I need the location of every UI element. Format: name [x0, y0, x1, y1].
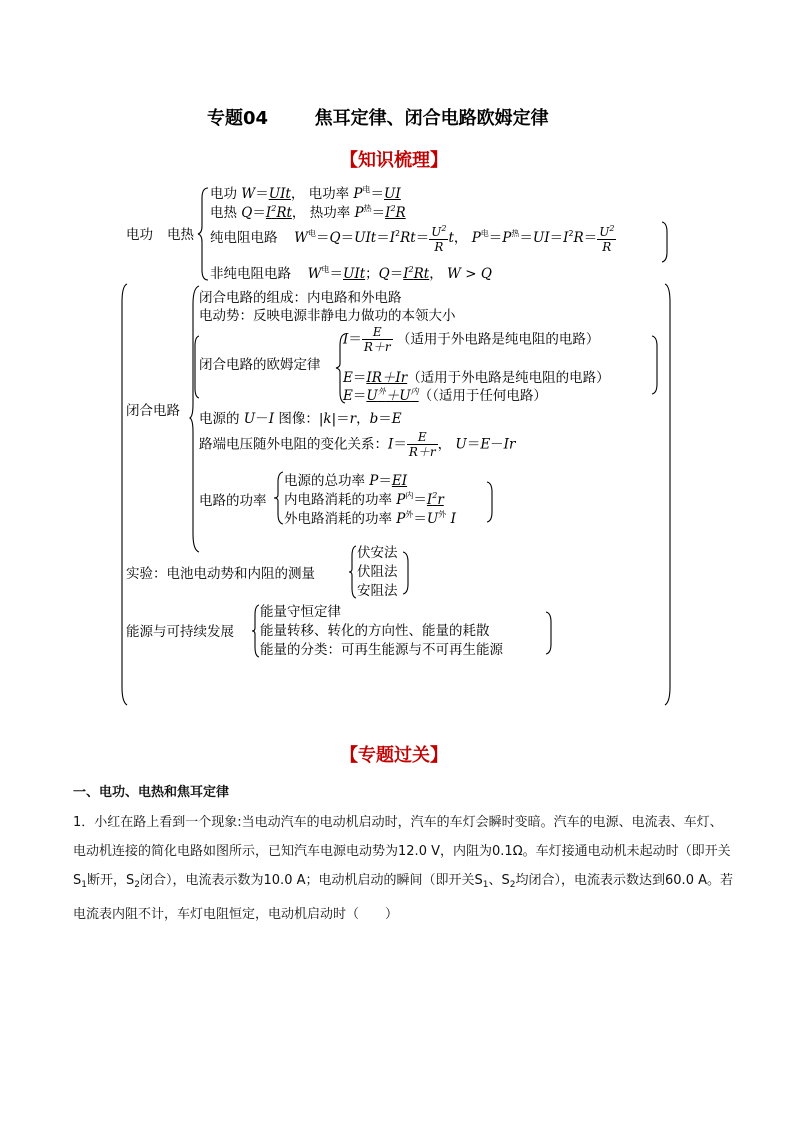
q1-s2-sub-b: 2 — [509, 880, 516, 890]
label-nonpure-resistance: 非纯电阻电路 — [210, 266, 291, 282]
ohm-formula-b-note: （适用于外电路是纯电阻的电路） — [407, 370, 610, 386]
tree-root-work-heat — [126, 223, 194, 243]
q1-text-a: 小红在路上看到一个现象:当电动汽车的电动机启动时，汽车的车灯会瞬时变暗。汽车的电源、电流表、车灯、电动机连接的简化电路如图所示，已知汽车电源电动势为 — [73, 815, 723, 859]
ohm-formula-c: $E=U^外+U^内$（（适用于任何电路） — [343, 387, 547, 404]
ohm-formula-a-note: （适用于外电路是纯电阻的电路） — [396, 331, 600, 348]
label-pure-resistance: 纯电阻电路 — [210, 230, 278, 246]
section-exercises-heading: 【专题过关】 — [340, 745, 448, 766]
q1-text-d: 断开，S — [87, 873, 135, 888]
label-heat-power: 热功率 — [309, 205, 351, 221]
row-electric-work: 电功 W＝UIt， 电功率 $P^电=UI$ — [210, 185, 401, 202]
terminal-voltage-label: 路端电压随外电阻的变化关系： — [199, 436, 388, 453]
label-electric-heat: 电热 — [210, 205, 237, 221]
q1-text-b: ，内阻为 — [440, 844, 493, 859]
row-nonpure-resistance: 非纯电阻电路 $W^电=UIt$；$Q=I^2Rt$， W > Q — [210, 265, 492, 282]
power-total: 电源的总功率 P＝EI — [284, 473, 408, 489]
brace-pure-right — [662, 220, 670, 264]
title-prefix: 专题04 — [207, 108, 269, 129]
brace-outer-left — [118, 282, 128, 707]
root-work: 电功 — [126, 227, 153, 243]
q1-current-2: 60.0 A — [665, 873, 707, 888]
exp-voltammetry: 伏安法 — [357, 545, 398, 561]
closed-composition: 闭合电路的组成：内电路和外电路 — [199, 290, 402, 306]
ohm-formula-c-note: （适用于任何电路） — [432, 388, 547, 404]
q1-text-f: ；电动机启动的瞬间（即开关S — [305, 873, 483, 888]
energy-conservation: 能量守恒定律 — [260, 604, 341, 620]
brace-ohm-right — [652, 334, 660, 396]
q1-s1-sub: 1 — [81, 880, 87, 890]
power-external: 外电路消耗的功率 $P^外=U^外$ I — [284, 510, 456, 527]
exp-volt-resistance: 伏阻法 — [357, 564, 398, 580]
tree-closed-circuit: 闭合电路 — [126, 403, 180, 419]
brace-work-heat — [198, 186, 210, 282]
exp-amp-resistance: 安阻法 — [357, 583, 398, 599]
q1-internal-resistance: 0.1Ω — [492, 844, 523, 859]
power-external-label: 外电路消耗的功率 — [284, 511, 392, 527]
tree-experiment: 实验：电池电动势和内阻的测量 — [126, 566, 315, 582]
page-title — [207, 104, 549, 130]
question-number: 1． — [73, 815, 95, 830]
part-heading-joule: 一、电功、电热和焦耳定律 — [73, 785, 230, 800]
ui-graph-suffix: 图像： — [278, 411, 319, 427]
closed-terminal-voltage: 路端电压随外电阻的变化关系：I＝ $\frac{E}{R+r}$ ， U＝E－Ir — [199, 430, 516, 459]
brace-energy-right — [546, 610, 554, 656]
energy-direction: 能量转移、转化的方向性、能量的耗散 — [260, 623, 490, 639]
brace-power — [274, 470, 284, 526]
brace-experiment — [349, 544, 357, 600]
q1-current-1: 10.0 A — [263, 873, 306, 888]
power-internal: 内电路消耗的功率 $P^内=I^2r$ — [284, 491, 444, 508]
ohm-formula-a: I＝ $\frac{E}{R+r}$ （适用于外电路是纯电阻的电路） — [343, 325, 600, 354]
closed-emf: 电动势：反映电源非静电力做功的本领大小 — [199, 308, 456, 324]
title-main: 焦耳定律、闭合电路欧姆定律 — [314, 108, 549, 129]
section-knowledge-heading: 【知识梳理】 — [340, 150, 448, 171]
q1-text-c: 。车灯接通电动机未起动时（即开关S — [73, 844, 731, 888]
energy-classification: 能量的分类：可再生能源与不可再生能源 — [260, 642, 503, 658]
q1-s2-sub: 2 — [134, 880, 140, 890]
brace-experiment-right — [403, 550, 411, 596]
brace-outer-right — [664, 282, 674, 707]
tree-energy: 能源与可持续发展 — [126, 624, 234, 640]
closed-ui-graph: 电源的 U－I 图像：|k|＝r，b＝E — [199, 411, 402, 427]
power-total-label: 电源的总功率 — [284, 473, 365, 489]
question-1 — [73, 808, 733, 929]
q1-text-e: 闭合），电流表示数为 — [140, 873, 264, 888]
closed-ohm-law: 闭合电路的欧姆定律 — [199, 357, 321, 373]
ohm-formula-b: E＝IR＋Ir（适用于外电路是纯电阻的电路） — [343, 370, 610, 386]
q1-emf-value: 12.0 V — [398, 844, 440, 859]
row-pure-resistance: 纯电阻电路 $W^电=Q=UIt=I^2Rt=$ $\frac{U^2}{R}$ t， $P^电=P^热=UI=I^2R=$ $\frac{U^2}{R}$ — [210, 224, 615, 254]
q1-s1-sub-b: 1 — [482, 880, 489, 890]
root-heat: 电热 — [167, 227, 194, 243]
ui-graph-label: 电源的 — [199, 411, 240, 427]
q1-text-h: 均闭合），电流表示数达到 — [515, 873, 666, 888]
row-electric-heat: 电热 $Q=I^2Rt$， 热功率 $P^热=I^2R$ — [210, 204, 406, 221]
q1-text-j: 。若电流表内阻不计，车灯电阻恒定，电动机启动时（ ） — [73, 873, 734, 922]
power-internal-label: 内电路消耗的功率 — [284, 492, 392, 508]
label-electric-power: 电功率 — [308, 186, 350, 202]
closed-circuit-power: 电路的功率 — [199, 493, 267, 509]
brace-power-right — [487, 480, 495, 524]
brace-energy — [252, 603, 260, 659]
label-electric-work: 电功 — [210, 186, 237, 202]
q1-text-g: 、S — [488, 873, 510, 888]
